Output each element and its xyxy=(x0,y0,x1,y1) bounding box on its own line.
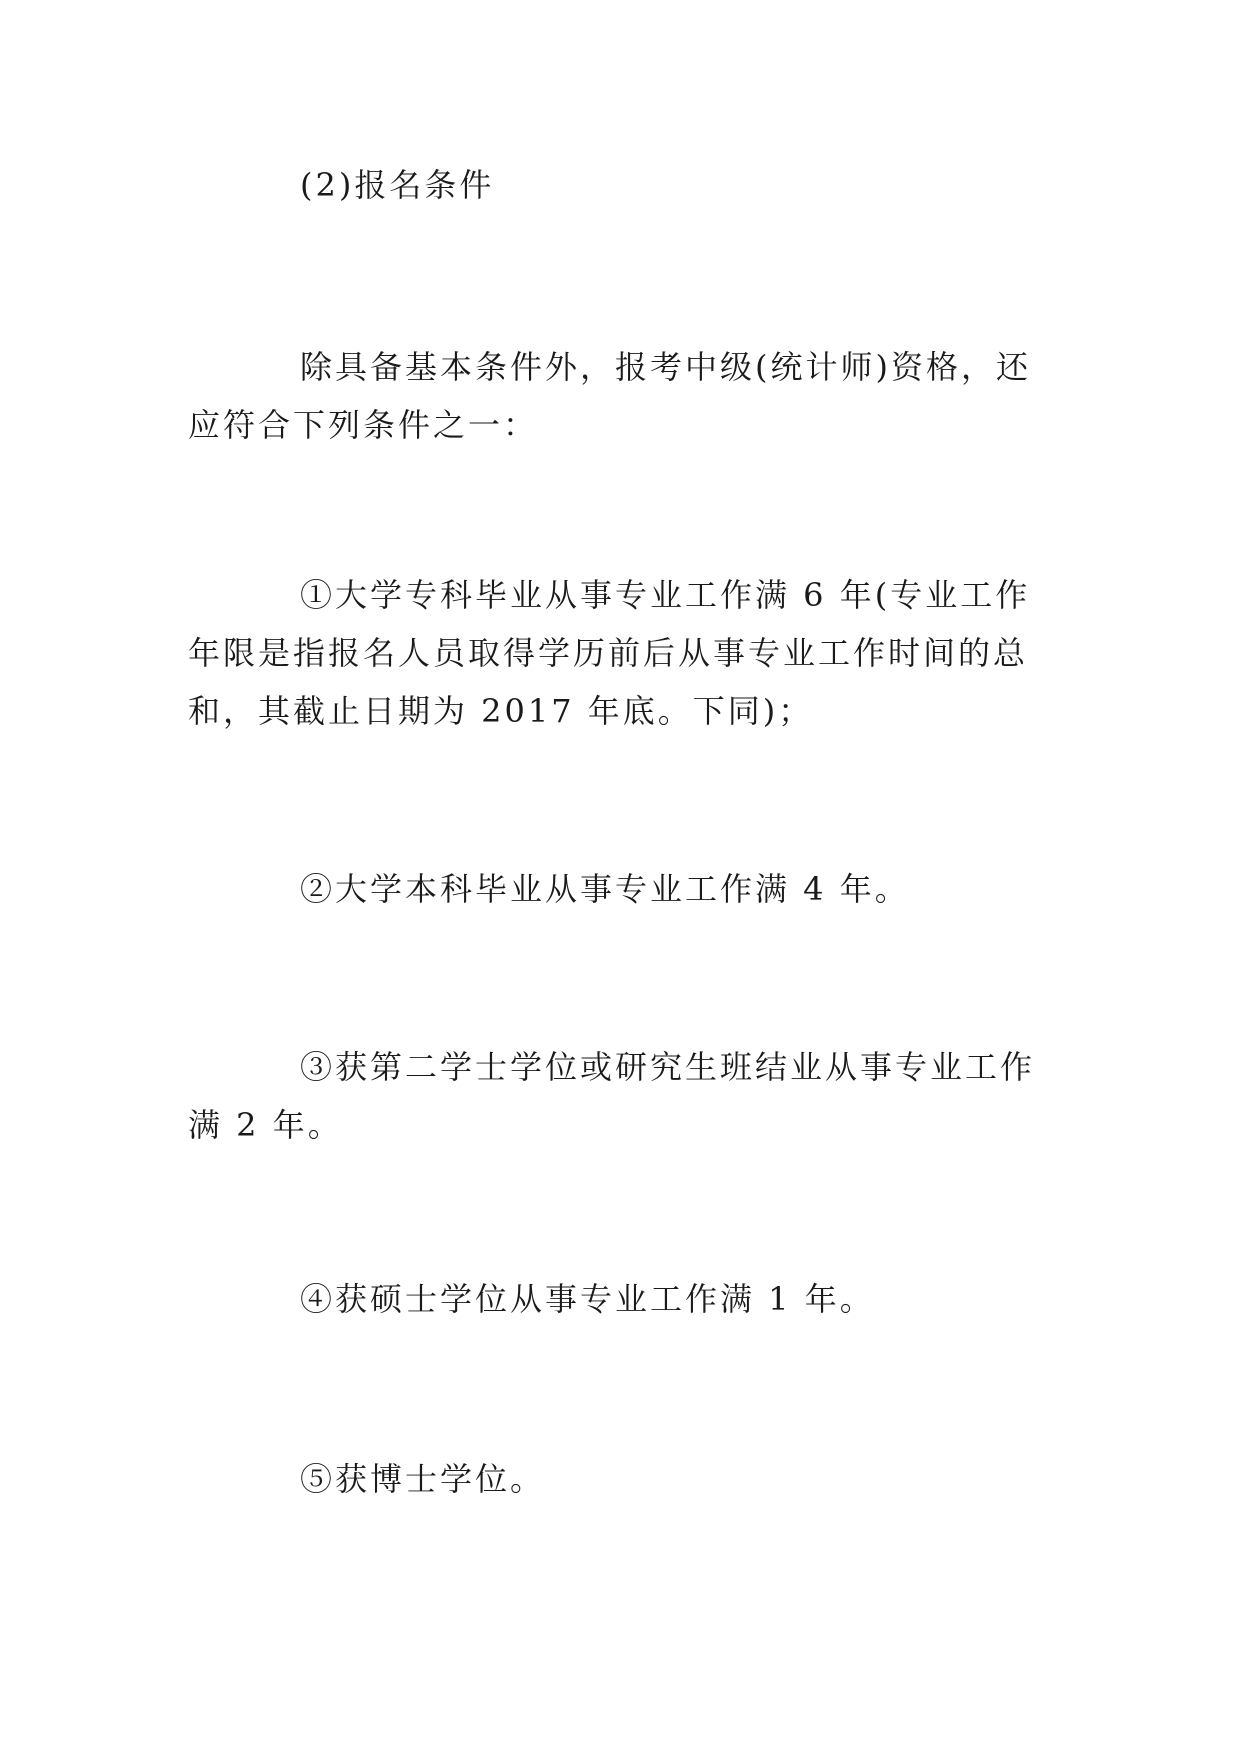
condition-item-1: ①大学专科毕业从事专业工作满 6 年(专业工作年限是指报名人员取得学历前后从事专业工作时间的总和，其截止日期为 2017 年底。下同)； xyxy=(188,576,1031,730)
condition-item-5: ⑤获博士学位。 xyxy=(300,1460,546,1498)
intro-paragraph: 除具备基本条件外，报考中级(统计师)资格，还应符合下列条件之一： xyxy=(188,348,1031,444)
section-heading: (2)报名条件 xyxy=(300,166,495,204)
condition-item-2: ②大学本科毕业从事专业工作满 4 年。 xyxy=(300,870,910,908)
condition-item-3: ③获第二学士学位或研究生班结业从事专业工作满 2 年。 xyxy=(188,1048,1036,1144)
condition-item-4: ④获硕士学位从事专业工作满 1 年。 xyxy=(300,1280,875,1318)
